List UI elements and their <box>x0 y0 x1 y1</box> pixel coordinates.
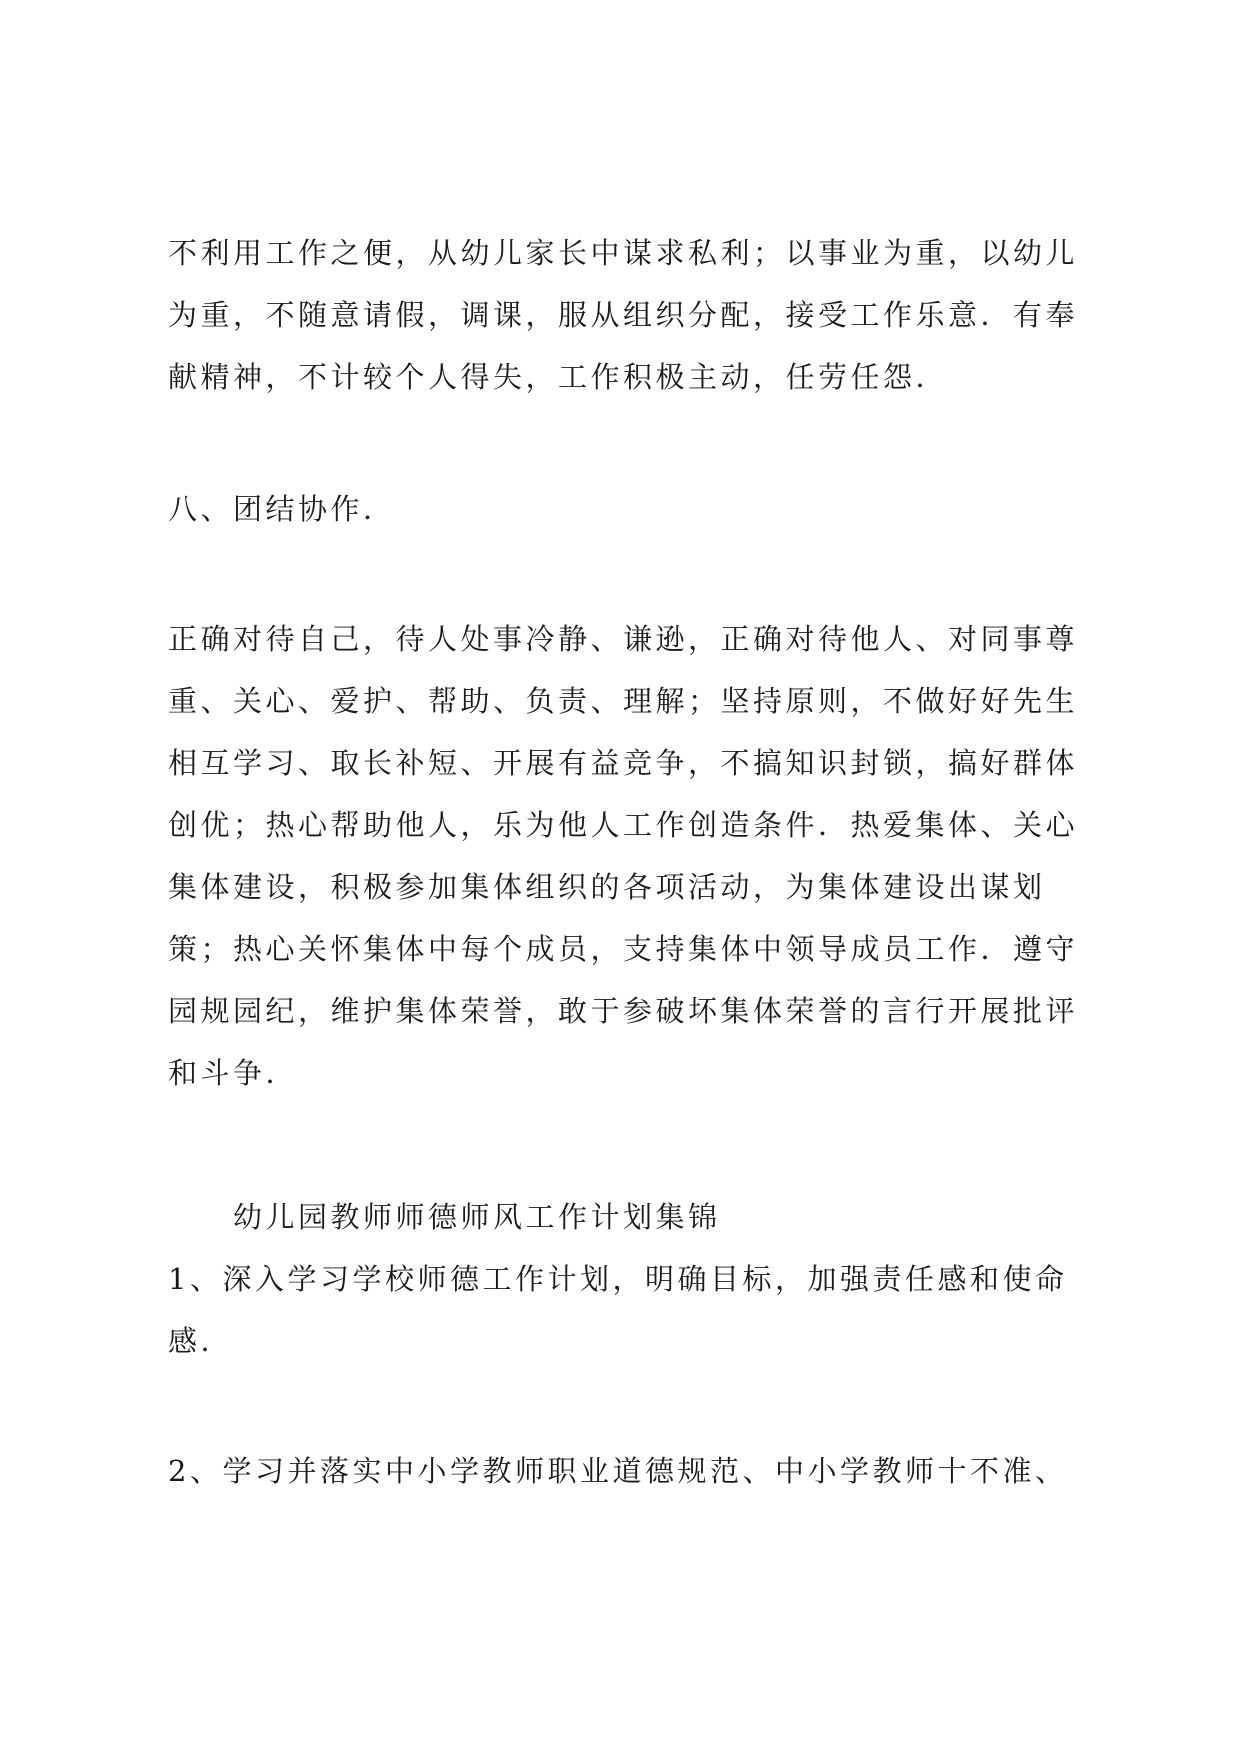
text-line: 感． <box>168 1324 234 1358</box>
text-line: 集体建设，积极参加集体组织的各项活动，为集体建设出谋划 <box>168 870 1046 904</box>
text-line: 策；热心关怀集体中每个成员，支持集体中领导成员工作．遵守 <box>168 932 1079 966</box>
paragraph-conduct <box>168 222 1088 408</box>
list-item <box>168 1440 1088 1502</box>
text-line: 和斗争． <box>168 1056 299 1090</box>
text-line: 2、学习并落实中小学教师职业道德规范、中小学教师十不准、 <box>168 1454 1068 1488</box>
text-line: 创优；热心帮助他人，乐为他人工作创造条件．热爱集体、关心 <box>168 808 1079 842</box>
section-heading-text: 八、团结协作． <box>168 492 396 526</box>
text-line: 献精神，不计较个人得失，工作积极主动，任劳任怨． <box>168 360 949 394</box>
text-line: 1、深入学习学校师德工作计划，明确目标，加强责任感和使命 <box>168 1262 1068 1296</box>
text-line: 不利用工作之便，从幼儿家长中谋求私利；以事业为重，以幼儿 <box>168 236 1079 270</box>
paragraph-teamwork <box>168 608 1088 1104</box>
text-line: 为重，不随意请假，调课，服从组织分配，接受工作乐意．有奉 <box>168 298 1079 332</box>
list-item <box>168 1248 1088 1372</box>
text-line: 园规园纪，维护集体荣誉，敢于参破坏集体荣誉的言行开展批评 <box>168 994 1079 1028</box>
section-heading <box>168 478 1088 540</box>
text-line: 重、关心、爱护、帮助、负责、理解；坚持原则，不做好好先生 <box>168 684 1079 718</box>
document-subtitle <box>233 1186 1153 1248</box>
subtitle-text: 幼儿园教师师德师风工作计划集锦 <box>233 1200 721 1234</box>
text-line: 正确对待自己，待人处事冷静、谦逊，正确对待他人、对同事尊 <box>168 622 1079 656</box>
text-line: 相互学习、取长补短、开展有益竞争，不搞知识封锁，搞好群体 <box>168 746 1079 780</box>
